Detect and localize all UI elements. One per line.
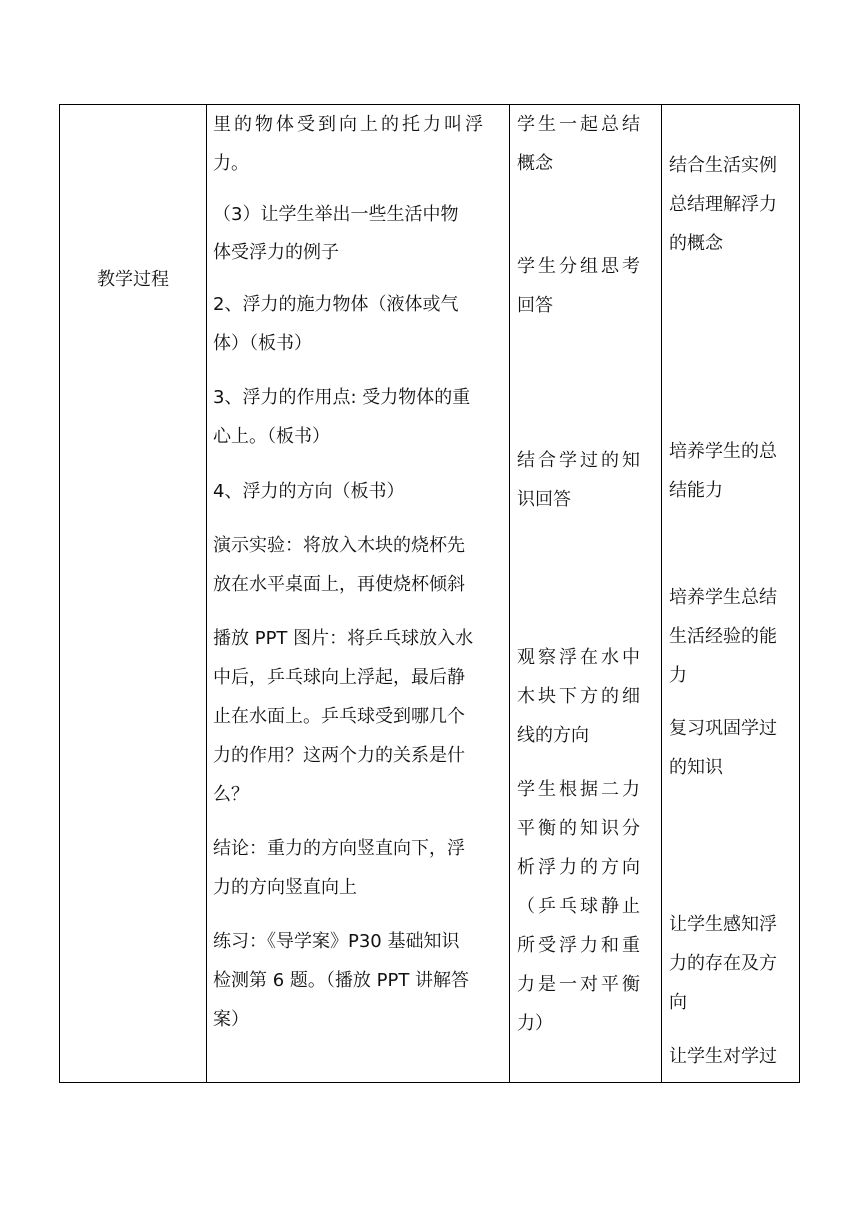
row-label-cell	[60, 105, 206, 1082]
student-line: 结合学过的知	[517, 450, 643, 471]
content-line: 4、浮力的方向（板书）	[213, 481, 405, 502]
content-line: 力的方向竖直向上	[213, 877, 357, 898]
content-line: 中后，乒乓球向上浮起，最后静	[213, 667, 465, 688]
content-line: 放在水平桌面上，再使烧杯倾斜	[213, 574, 465, 595]
lesson-plan-table	[59, 104, 800, 1083]
content-line: 演示实验：将放入木块的烧杯先	[213, 535, 465, 556]
content-line: 3、浮力的作用点: 受力物体的重	[213, 387, 471, 408]
student-line: （乒乓球静止	[517, 896, 643, 917]
student-line: 学生根据二力	[517, 779, 643, 800]
content-line: 2、浮力的施力物体（液体或气	[213, 294, 459, 315]
content-line: 练习：《导学案》P30 基础知识	[213, 931, 460, 952]
intent-line: 让学生感知浮	[669, 914, 777, 935]
student-line: 学生分组思考	[517, 256, 643, 277]
intent-line: 让学生对学过	[669, 1046, 777, 1067]
intent-line: 培养学生总结	[669, 587, 777, 608]
content-line: 心上。（板书）	[213, 426, 330, 447]
student-line: 线的方向	[517, 725, 589, 746]
student-line: 所受浮力和重	[517, 935, 643, 956]
intent-line: 力	[669, 665, 687, 686]
student-line: 回答	[517, 295, 553, 316]
student-line: 木块下方的细	[517, 686, 643, 707]
intent-line: 总结理解浮力	[669, 194, 777, 215]
intent-line: 的概念	[669, 233, 723, 254]
content-line: 么？	[213, 784, 249, 805]
content-line: 结论：重力的方向竖直向下，浮	[213, 838, 465, 859]
content-line: 里的物体受到向上的托力叫浮	[213, 114, 486, 135]
student-line: 学生一起总结	[517, 114, 643, 135]
intent-line: 结能力	[669, 480, 723, 501]
content-line: 播放 PPT 图片：将乒乓球放入水	[213, 628, 474, 649]
intent-line: 向	[669, 992, 687, 1013]
intent-line: 的知识	[669, 757, 723, 778]
content-line: 体受浮力的例子	[213, 242, 339, 263]
intent-line: 复习巩固学过	[669, 718, 777, 739]
content-line: 体）（板书）	[213, 333, 312, 354]
content-line: 止在水面上。乒乓球受到哪几个	[213, 706, 465, 727]
student-line: 观察浮在水中	[517, 647, 643, 668]
column-divider-1	[206, 105, 207, 1082]
student-line: 析浮力的方向	[517, 857, 643, 878]
content-line: 检测第 6 题。（播放 PPT 讲解答	[213, 970, 470, 991]
content-line: （3）让学生举出一些生活中物	[213, 204, 459, 225]
intent-line: 生活经验的能	[669, 626, 777, 647]
student-line: 概念	[517, 153, 553, 174]
student-line: 识回答	[517, 489, 571, 510]
row-label: 教学过程	[97, 269, 169, 290]
student-line: 平衡的知识分	[517, 818, 643, 839]
content-line: 力的作用？这两个力的关系是什	[213, 745, 465, 766]
column-divider-2	[509, 105, 510, 1082]
student-line: 力是一对平衡	[517, 974, 643, 995]
content-line: 案）	[213, 1009, 249, 1030]
student-line: 力）	[517, 1013, 553, 1034]
intent-line: 结合生活实例	[669, 155, 777, 176]
intent-line: 培养学生的总	[669, 441, 777, 462]
content-line: 力。	[213, 153, 249, 174]
column-divider-3	[661, 105, 662, 1082]
intent-line: 力的存在及方	[669, 953, 777, 974]
